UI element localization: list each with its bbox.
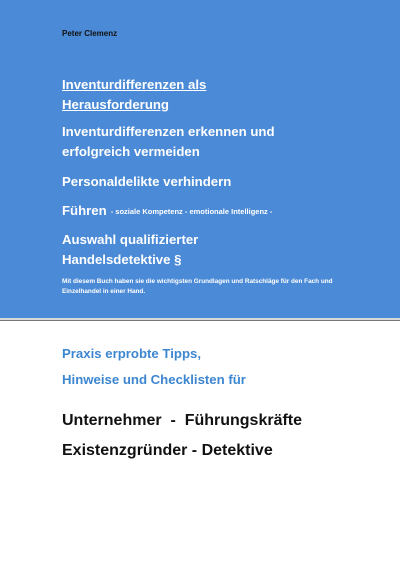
heading-personaldelikte: Personaldelikte verhindern: [62, 174, 232, 189]
heading-fuehren-main: Führen: [62, 203, 107, 218]
heading-fuehren: [62, 201, 272, 222]
divider-dark: [0, 320, 400, 321]
audience-line-1: Unternehmer - Führungskräfte: [62, 412, 303, 429]
audience-line-2: Existenzgründer - Detektive: [62, 442, 273, 459]
author-name: Peter Clemenz: [62, 29, 118, 38]
heading-fuehren-sub: - soziale Kompetenz - emotionale Intelligenz -: [110, 207, 273, 216]
heading-inventurdifferenzen-herausforderung: Inventurdifferenzen als Herausforderung: [62, 77, 207, 112]
praxis-line-1: Praxis erprobte Tipps,: [62, 346, 202, 361]
praxis-line-2: Hinweise und Checklisten für: [62, 372, 246, 387]
heading-erkennen-vermeiden: Inventurdifferenzen erkennen und erfolgreich vermeiden: [62, 124, 275, 159]
book-description: Mit diesem Buch haben sie die wichtigsten Grundlagen und Ratschläge für den Fach und Einzelhandel in einer Hand.: [62, 278, 333, 295]
heading-handelsdetektive: Auswahl qualifizierter Handelsdetektive §: [62, 232, 199, 267]
